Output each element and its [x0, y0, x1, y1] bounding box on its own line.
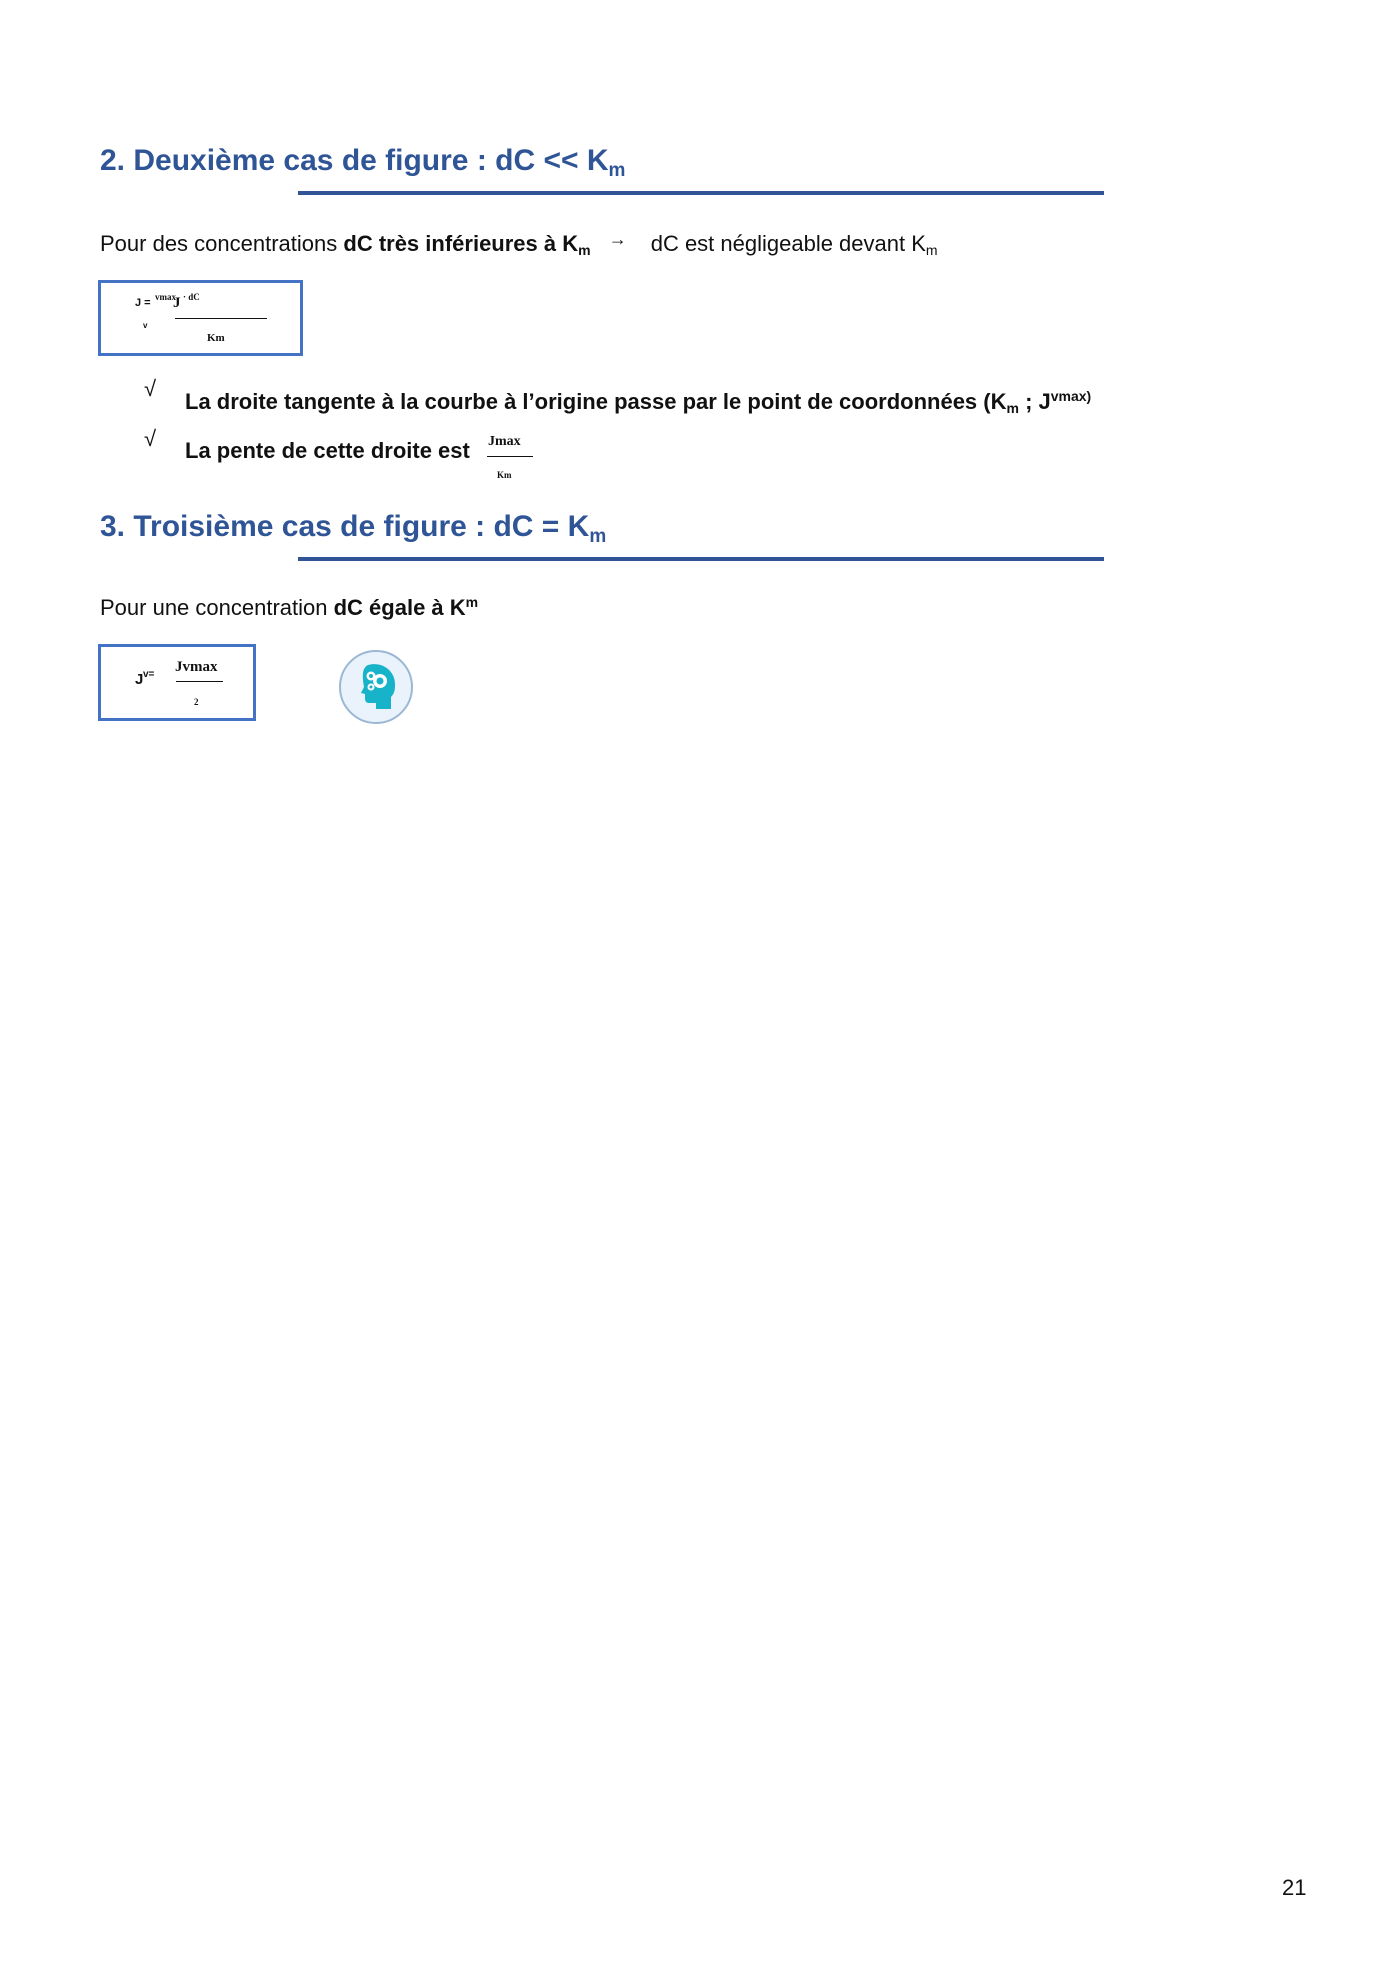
page-number: 21: [1282, 1875, 1307, 1900]
formula-box-equal-concentration: [98, 644, 256, 721]
slope-fraction-den: Km: [497, 470, 512, 480]
formula-lhs-sup: v=: [143, 669, 155, 680]
formula-num: Jvmax: [175, 659, 218, 675]
section-2-intro: Pour des concentrations dC très inférieures à $K_m$ → dC est négligeable devant $K_m$: [100, 229, 938, 258]
formula-num-j: J: [173, 295, 181, 311]
arrow-icon: →: [608, 229, 627, 249]
formula-num-sup: vmax: [155, 292, 176, 302]
section-3-heading: 3. Troisième cas de figure : dC = $K_m$: [100, 510, 607, 547]
slope-fraction-bar: [487, 456, 533, 457]
formula-box-low-concentration: [98, 280, 303, 356]
formula-den: 2: [194, 697, 199, 707]
fraction-bar: [175, 318, 267, 319]
section-3-rule: [298, 557, 1104, 561]
section-3-intro: Pour une concentration dC égale à $K^m$: [100, 594, 479, 620]
formula-den: Km: [207, 332, 225, 344]
formula-num-sep: · dC: [183, 292, 200, 302]
slope-fraction-num: Jmax: [488, 434, 521, 449]
check-icon: √: [144, 426, 157, 451]
formula-lhs: J: [135, 671, 144, 688]
formula-lhs-sub: v: [143, 321, 148, 330]
formula-lhs: J =: [135, 297, 151, 309]
fraction-bar: [176, 681, 223, 682]
head-gears-icon: [338, 649, 414, 725]
section-2-heading: 2. Deuxième cas de figure : dC << $K_m$: [100, 144, 626, 181]
bullet-tangent-line: La droite tangente à la courbe à l’origine passe par le point de coordonnées ($K_m$ ; $J^{vmax)}$: [185, 388, 1092, 416]
check-icon: √: [144, 376, 157, 401]
section-2-rule: [298, 191, 1104, 195]
bullet-slope: La pente de cette droite est: [185, 438, 470, 463]
